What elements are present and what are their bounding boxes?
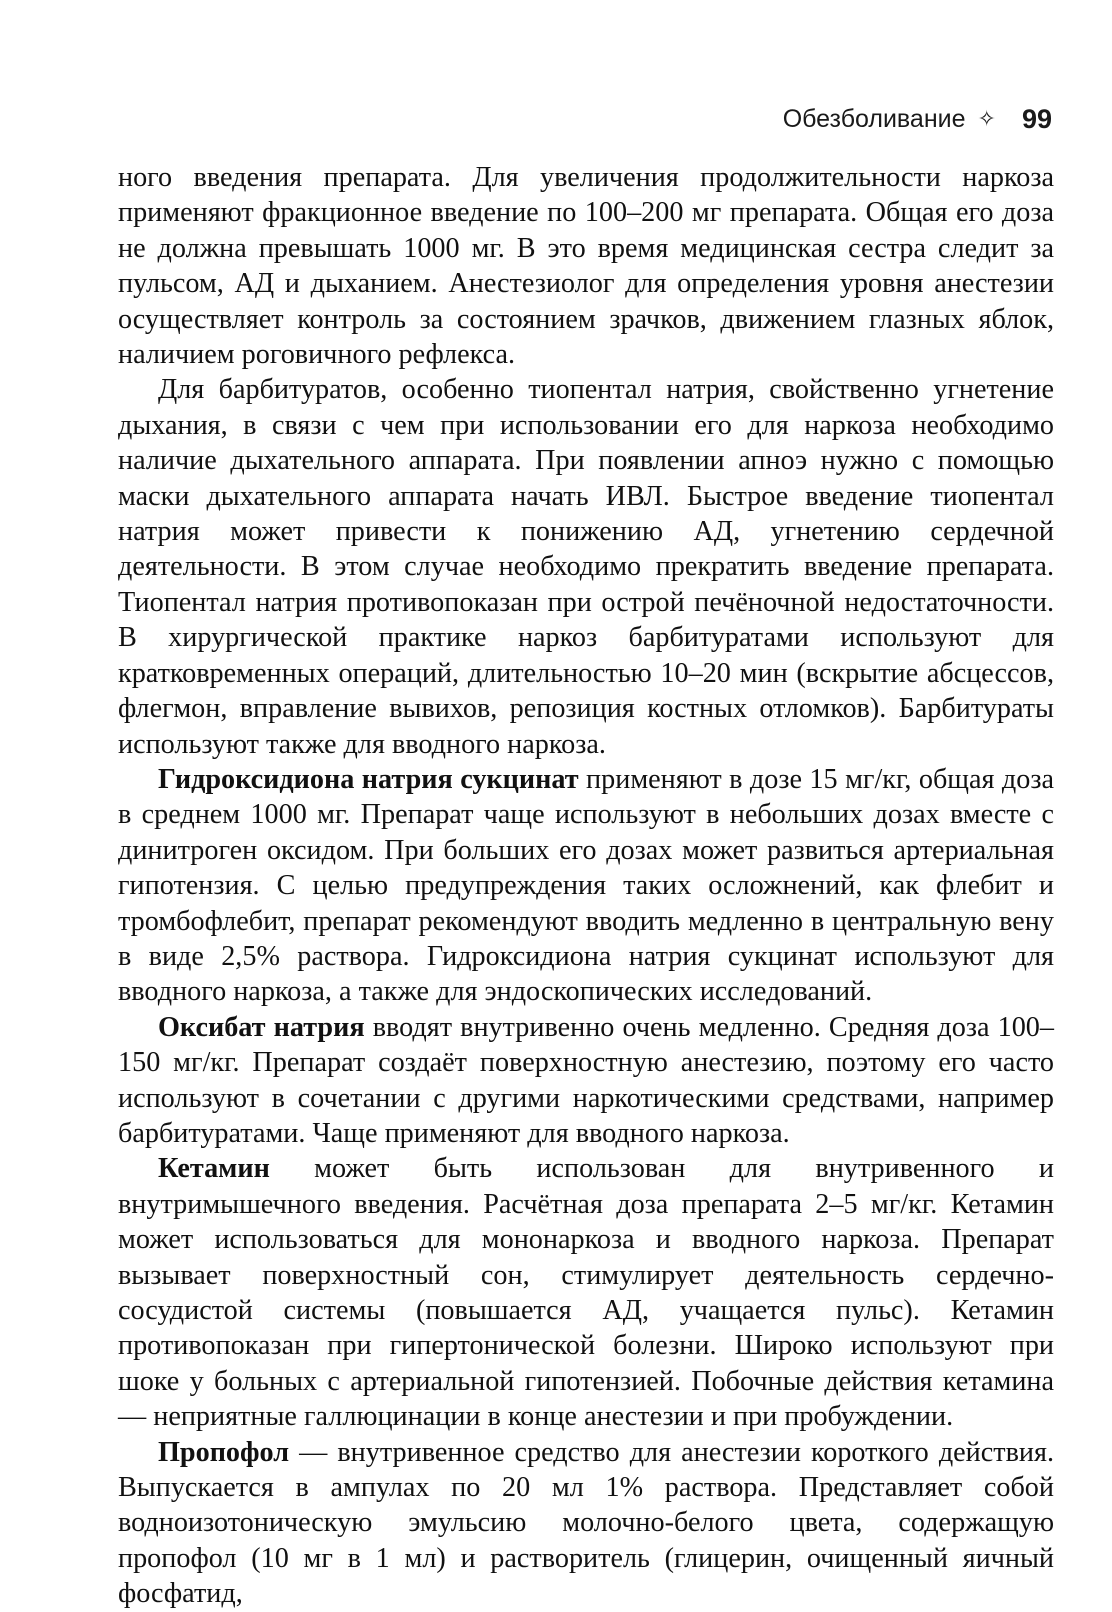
body-text — [118, 160, 1054, 1612]
paragraph-text: применяют в дозе 15 мг/кг, общая доза в среднем 1000 мг. Препарат чаще используют в небольших дозах вместе с динитроген оксидом. При больших его дозах может развиться артериальная гипотензия. С целью предупреждения таких осложнений, как флебит и тромбофлебит, препарат рекомендуют вводить медленно в центральную вену в виде 2,5% раствора. Гидроксидиона натрия сукцинат используют для вводного наркоза, а также для эндоскопических исследований. — [118, 763, 1055, 1008]
diamond-ornament-icon: ✧ — [977, 106, 996, 132]
paragraph-text: Для барбитуратов, особенно тиопентал натрия, свойственно угнетение дыхания, в связи с чем при использовании его для наркоза необходимо наличие дыхательного аппарата. При появлении апноэ нужно с помощью маски дыхательного аппарата начать ИВЛ. Быстрое введение тиопентал натрия может привести к понижению АД, угнетению сердечной деятельности. В этом случае необходимо прекратить введение препарата. Тиопентал натрия противопоказан при острой печёночной недостаточности. В хирургической практике наркоз барбитуратами используют для кратковременных операций, длительностью 10–20 мин (вскрытие абсцессов, флегмон, вправление вывихов, репозиция костных отломков). Барбитураты используют также для вводного наркоза. — [118, 374, 1054, 760]
term-heading: Кетамин — [158, 1153, 270, 1185]
paragraph-text: может быть использован для внутривенного и внутримышечного введения. Расчётная доза препарата 2–5 мг/кг. Кетамин может использоваться для мононаркоза и вводного наркоза. Препарат вызывает поверхностный сон, стимулирует деятельность сердечно-сосудистой системы (повышается АД, учащается пульс). Кетамин противопоказан при гипертонической болезни. Широко используют при шоке у больных с артериальной гипотензией. Побочные действия кетамина — неприятные галлюцинации в конце анестезии и при пробуждении. — [118, 1153, 1054, 1433]
paragraph-continuation — [118, 160, 1054, 372]
paragraph-text: ного введения препарата. Для увеличения продолжительности наркоза применяют фракционное введение по 100–200 мг препарата. Общая его доза не должна превышать 1000 мг. В это время медицинская сестра следит за пульсом, АД и дыханием. Анестезиолог для определения уровня анестезии осуществляет контроль за состоянием зрачков, движением глазных яблок, наличием роговичного рефлекса. — [118, 162, 1054, 371]
term-heading: Пропофол — [158, 1436, 290, 1468]
paragraph-propofol — [118, 1435, 1054, 1612]
section-title: Обезболивание — [782, 105, 966, 133]
paragraph-hydroxydione — [118, 762, 1054, 1010]
paragraph-barbiturates — [118, 372, 1054, 761]
running-head — [783, 104, 1052, 135]
term-heading: Оксибат натрия — [158, 1011, 365, 1043]
paragraph-sodium-oxybate — [118, 1010, 1054, 1152]
paragraph-ketamine — [118, 1151, 1054, 1434]
paragraph-text: — внутривенное средство для анестезии короткого действия. Выпускается в ампулах по 20 мл 1% раствора. Представляет собой водноизотоническую эмульсию молочно-белого цвета, содержащую пропофол (10 мг в 1 мл) и растворитель (глицерин, очищенный яичный фосфатид, — [118, 1436, 1054, 1610]
page-number: 99 — [1021, 104, 1052, 134]
term-heading: Гидроксидиона натрия сукцинат — [158, 763, 579, 795]
paragraph-text: вводят внутривенно очень медленно. Средняя доза 100–150 мг/кг. Препарат создаёт поверхностную анестезию, поэтому его часто используют в сочетании с другими наркотическими средствами, например барбитуратами. Чаще применяют для вводного наркоза. — [118, 1011, 1054, 1149]
